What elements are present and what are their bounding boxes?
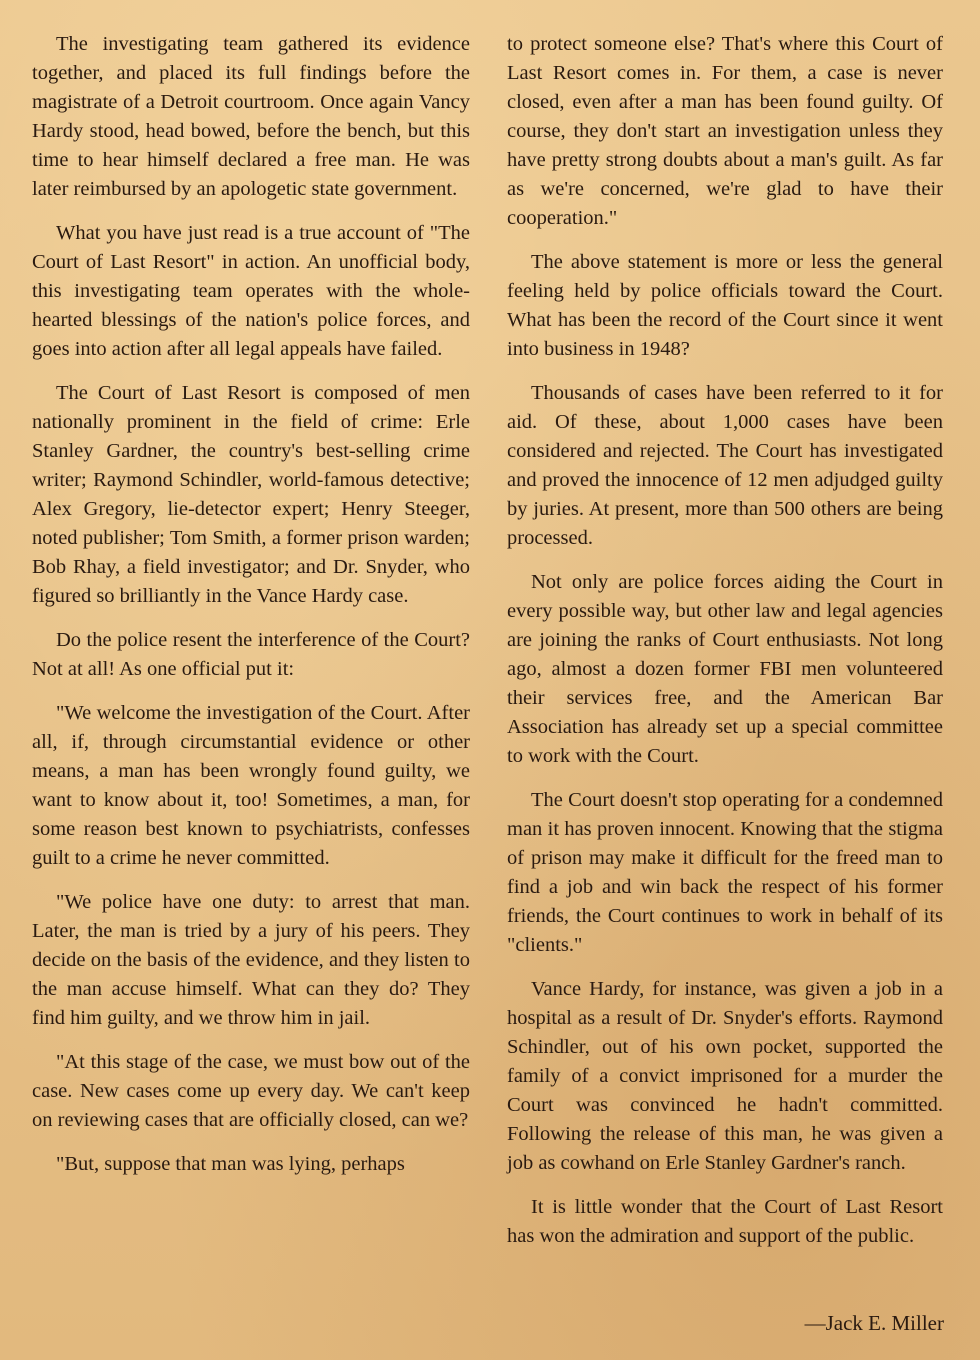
paragraph: "At this stage of the case, we must bow out of the case. New cases come up every day. We can't keep on reviewing cases that are officially closed, can we?	[32, 1051, 470, 1131]
paragraph: Not only are police forces aiding the Court in every possible way, but other law and legal agencies are joining the ranks of Court enthusiasts. Not long ago, almost a dozen former FBI men volunteered their services free, and the American Bar Association has already set up a special committee to work with the Court.	[507, 571, 943, 767]
paragraph: The investigating team gathered its evidence together, and placed its full findings before the magistrate of a Detroit courtroom. Once again Vancy Hardy stood, head bowed, before the bench, but this time to hear himself declared a free man. He was later reimbursed by an apologetic state government.	[32, 33, 470, 200]
paragraph: Thousands of cases have been referred to it for aid. Of these, about 1,000 cases have been considered and rejected. The Court has investigated and proved the innocence of 12 men adjudged guilty by juries. At present, more than 500 others are being processed.	[507, 382, 943, 549]
right-column	[507, 30, 943, 1266]
paragraph: "We welcome the investigation of the Court. After all, if, through circumstantial evidence or other means, a man has been wrongly found guilty, we want to know about it, too! Sometimes, a man, for some reason best known to psychiatrists, confesses guilt to a crime he never committed.	[32, 702, 470, 869]
paragraph: Vance Hardy, for instance, was given a job in a hospital as a result of Dr. Snyder's efforts. Raymond Schindler, out of his own pocket, supported the family of a convict imprisoned for a murder the Court was convinced he hadn't committed. Following the release of this man, he was given a job as cowhand on Erle Stanley Gardner's ranch.	[507, 978, 943, 1174]
paragraph: "We police have one duty: to arrest that man. Later, the man is tried by a jury of his peers. They decide on the basis of the evidence, and they listen to the man accuse himself. What can they do? They find him guilty, and we throw him in jail.	[32, 891, 470, 1029]
paragraph: The above statement is more or less the general feeling held by police officials toward the Court. What has been the record of the Court since it went into business in 1948?	[507, 251, 943, 360]
paragraph-continuation: to protect someone else? That's where this Court of Last Resort comes in. For them, a case is never closed, even after a man has been found guilty. Of course, they don't start an investigation unless they have pretty strong doubts about a man's guilt. As far as we're concerned, we're glad to have their cooperation."	[507, 33, 943, 229]
paragraph: Do the police resent the interference of the Court? Not at all! As one official put it:	[32, 629, 470, 680]
author-signature: —Jack E. Miller	[804, 1311, 944, 1335]
paragraph: The Court of Last Resort is composed of men nationally prominent in the field of crime: Erle Stanley Gardner, the country's best-selling crime writer; Raymond Schindler, world-famous detective; Alex Gregory, lie-detector expert; Henry Steeger, noted publisher; Tom Smith, a former prison warden; Bob Rhay, a field investigator; and Dr. Snyder, who figured so brilliantly in the Vance Hardy case.	[32, 382, 470, 607]
paragraph: It is little wonder that the Court of Last Resort has won the admiration and support of the public.	[507, 1196, 943, 1247]
left-column	[32, 30, 470, 1194]
paragraph: The Court doesn't stop operating for a condemned man it has proven innocent. Knowing that the stigma of prison may make it difficult for the freed man to find a job and win back the respect of his former friends, the Court continues to work in behalf of its "clients."	[507, 789, 943, 956]
paragraph: What you have just read is a true account of "The Court of Last Resort" in action. An unofficial body, this investigating team operates with the whole-hearted blessings of the nation's police forces, and goes into action after all legal appeals have failed.	[32, 222, 470, 360]
paragraph: "But, suppose that man was lying, perhaps	[56, 1153, 405, 1175]
